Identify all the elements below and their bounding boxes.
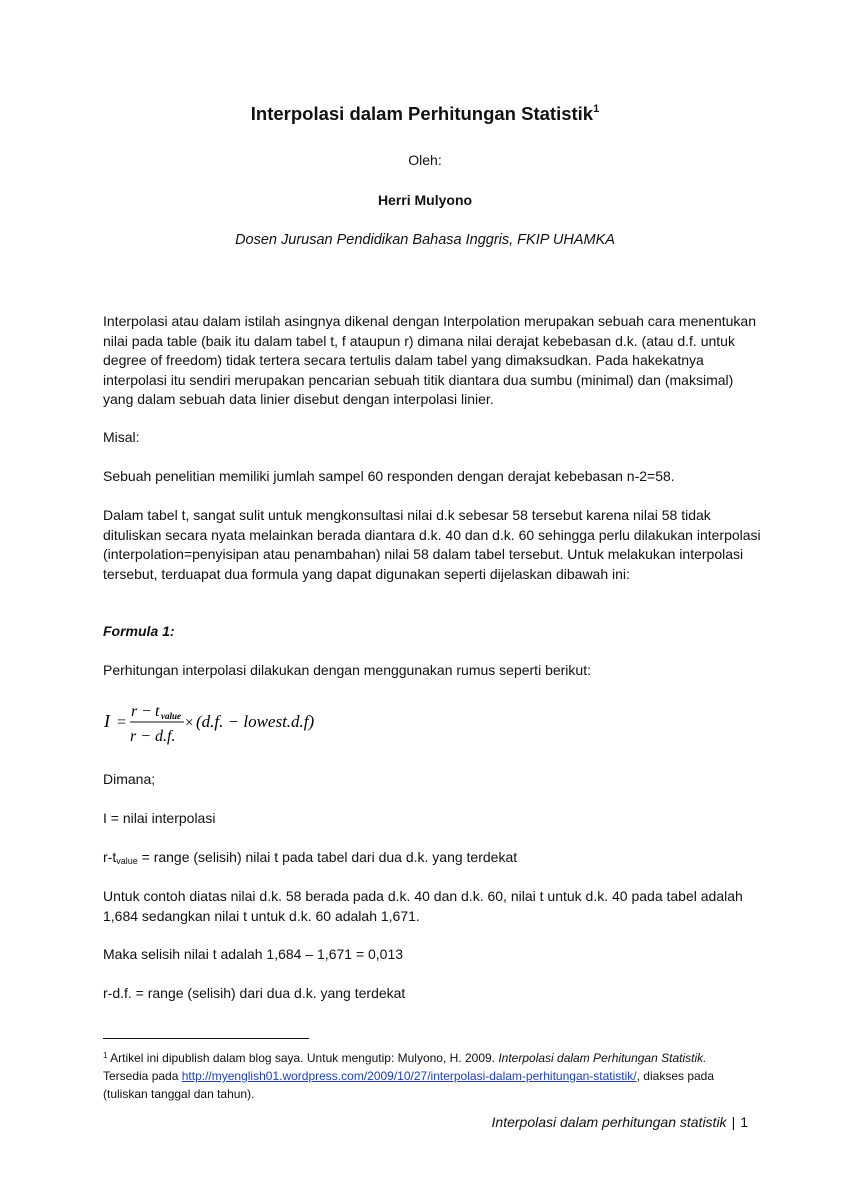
byline: Oleh: — [408, 152, 442, 168]
dimana-label: Dimana; — [103, 771, 156, 787]
misal-label: Misal: — [103, 429, 140, 445]
interpolation-formula — [100, 697, 340, 749]
footnote-mark: 1 — [103, 1051, 108, 1060]
page-footer — [492, 1114, 748, 1130]
formula-rhs: (d.f. − lowest.d.f) — [196, 712, 315, 731]
example-paragraph: Sebuah penelitian memiliki jumlah sampel 60 responden dengan derajat kebebasan n-2=58. — [103, 468, 675, 484]
footer-separator: | — [731, 1114, 736, 1130]
page-number: 1 — [740, 1114, 748, 1130]
formula-intro: Perhitungan interpolasi dilakukan dengan menggunakan rumus seperti berikut: — [103, 662, 591, 678]
definition-i: I = nilai interpolasi — [103, 810, 216, 826]
footnote-text-2: Tersedia pada — [103, 1069, 182, 1083]
footnote-italic-title: Interpolasi dalam Perhitungan Statistik. — [498, 1051, 707, 1065]
def-rt-rest: = range (selisih) nilai t pada tabel dari dua d.k. yang terdekat — [137, 849, 518, 865]
formula-numerator-r: r — [131, 703, 138, 720]
formula-equals: = — [117, 714, 127, 731]
footnote — [103, 1047, 743, 1103]
formula-lhs: I — [104, 711, 110, 731]
intro-paragraph: Interpolasi atau dalam istilah asingnya dikenal dengan Interpolation merupakan sebuah cara menentukan nilai pada table (baik itu dalam tabel t, f ataupun r) dimana nilai derajat kebebasan d.k. (atau d.f. untuk degree of freedom) tidak tertera secara tertulis dalam tabel yang dimaksudkan. Pada hakekatnya interpolasi itu sendiri merupakan pencarian sebuah titik diantara dua sumbu (minimal) dan (maksimal) yang dalam sebuah data linier disebut dengan interpolasi linier. — [103, 313, 756, 407]
formula-numerator-sub: value — [161, 711, 181, 721]
formula-numerator-minus: − — [142, 703, 152, 720]
definition-r-df: r-d.f. = range (selisih) dari dua d.k. yang terdekat — [103, 985, 406, 1001]
author-affiliation: Dosen Jurusan Pendidikan Bahasa Inggris, FKIP UHAMKA — [235, 232, 615, 248]
author-name: Herri Mulyono — [377, 192, 473, 208]
formula-heading: Formula 1: — [103, 623, 175, 639]
title-text: Interpolasi dalam Perhitungan Statistik — [250, 103, 594, 124]
title-footnote-mark: 1 — [593, 103, 600, 115]
page-title — [0, 103, 850, 125]
contoh-paragraph: Untuk contoh diatas nilai d.k. 58 berada pada d.k. 40 dan d.k. 60, nilai t untuk d.k. 40 pada tabel adalah 1,684 sedangkan nilai t untuk d.k. 60 adalah 1,671. — [103, 888, 743, 924]
selisih-paragraph: Maka selisih nilai t adalah 1,684 – 1,671 = 0,013 — [103, 946, 404, 962]
def-rt-prefix: r-t — [103, 849, 117, 865]
formula-numerator-t: t — [155, 703, 160, 720]
formula-times: × — [185, 715, 194, 731]
table-t-paragraph: Dalam tabel t, sangat sulit untuk mengkonsultasi nilai d.k sebesar 58 tersebut karena nilai 58 tidak dituliskan secara nyata melainkan berada diantara d.k. 40 dan d.k. 60 sehingga perlu dilakukan interpolasi (interpolation=penyisipan atau penambahan) nilai 58 dalam tabel tersebut. Untuk melakukan interpolasi tersebut, terduapat dua formula yang dapat digunakan seperti dijelaskan dibawah ini: — [103, 507, 761, 582]
def-rt-subscript: value — [116, 856, 138, 866]
footnote-divider — [103, 1038, 309, 1039]
definition-r-t-value — [103, 848, 763, 872]
footnote-link[interactable]: http://myenglish01.wordpress.com/2009/10/27/interpolasi-dalam-perhitungan-statistik/ — [181, 1069, 637, 1083]
footer-title: Interpolasi dalam perhitungan statistik — [491, 1114, 727, 1130]
formula-denominator: r − d.f. — [130, 728, 176, 745]
footnote-text-1: Artikel ini dipublish dalam blog saya. Untuk mengutip: Mulyono, H. 2009. — [107, 1051, 499, 1065]
footnote-text-3: , diakses pada (tuliskan tanggal dan tahun). — [103, 1069, 715, 1101]
